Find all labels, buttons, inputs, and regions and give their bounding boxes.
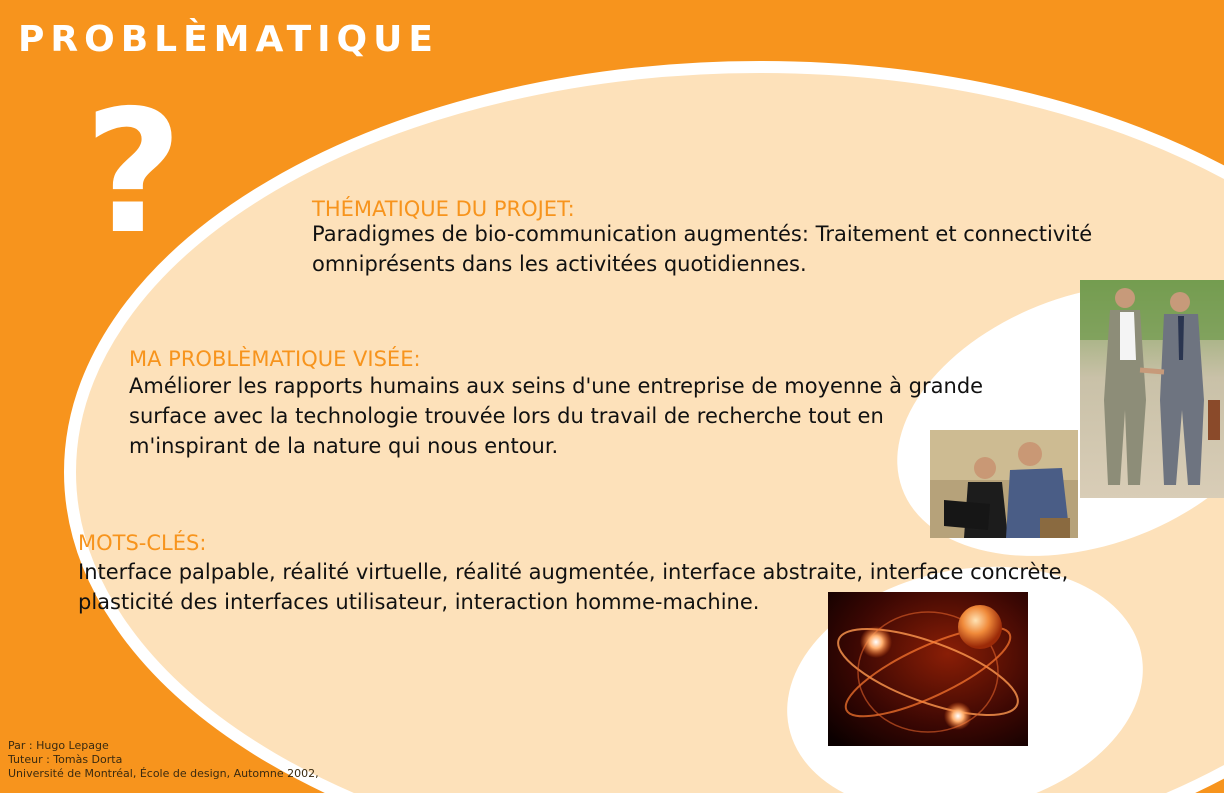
problematique-body [129, 371, 983, 461]
problematique-heading: MA PROBLÈMATIQUE VISÉE: [129, 347, 421, 371]
glowing-orbs-photo [828, 592, 1028, 746]
credits-block [8, 739, 319, 781]
page-title: PROBLÈMATIQUE [18, 19, 439, 60]
problematique-line: Améliorer les rapports humains aux seins d'une entreprise de moyenne à grande [129, 374, 984, 398]
thematique-line: Paradigmes de bio-communication augmentés: Traitement et connectivité [312, 222, 1093, 246]
problematique-line: surface avec la technologie trouvée lors du travail de recherche tout en [129, 404, 884, 428]
mots-cles-line: Interface palpable, réalité virtuelle, réalité augmentée, interface abstraite, interface concrète, [78, 560, 1069, 584]
thematique-line: omniprésents dans les activitées quotidiennes. [312, 252, 807, 276]
laptop-team-photo [930, 430, 1078, 538]
institution-credit: Université de Montréal, École de design, Automne 2002, [8, 767, 319, 780]
handshake-photo [1080, 280, 1224, 498]
mots-cles-line: plasticité des interfaces utilisateur, interaction homme-machine. [78, 590, 760, 614]
question-mark-icon: ? [84, 74, 183, 272]
tutor-credit: Tuteur : Tomàs Dorta [8, 753, 123, 766]
thematique-heading: THÉMATIQUE DU PROJET: [312, 197, 575, 221]
problematique-line: m'inspirant de la nature qui nous entour. [129, 434, 559, 458]
thematique-body [312, 219, 1092, 279]
mots-cles-heading: MOTS-CLÉS: [78, 531, 207, 555]
author-credit: Par : Hugo Lepage [8, 739, 109, 752]
